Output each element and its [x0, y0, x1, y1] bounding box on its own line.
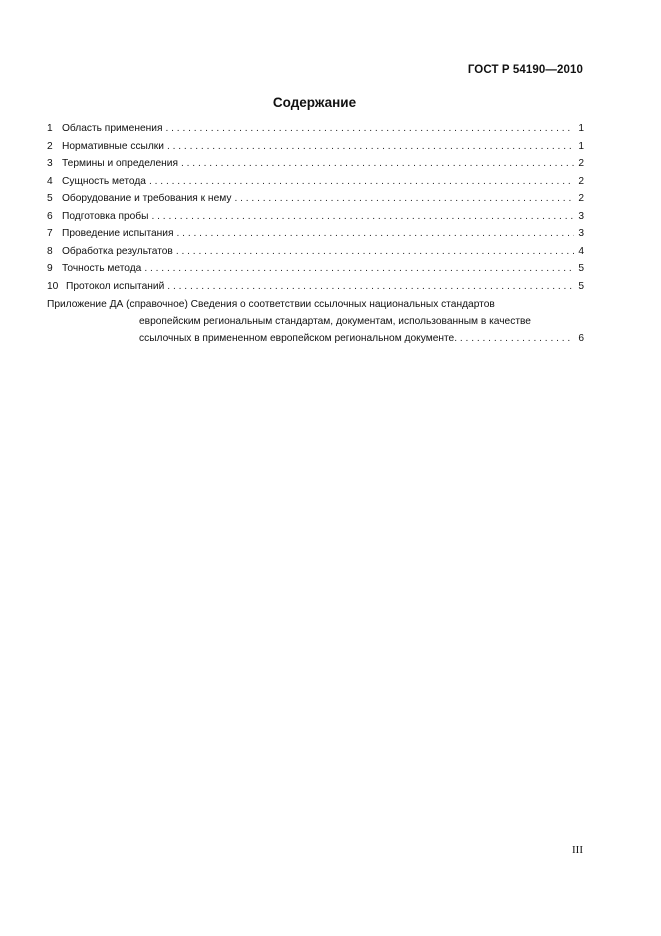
toc-entry-label: Проведение испытания — [62, 228, 174, 239]
toc-entry-page: 2 — [578, 193, 584, 204]
toc-entry-number: 2 — [47, 140, 53, 152]
document-code: ГОСТ Р 54190—2010 — [467, 64, 583, 76]
toc-entry-number: 8 — [47, 245, 53, 257]
toc-entry[interactable] — [47, 278, 584, 296]
toc-dot-leader — [181, 155, 574, 173]
toc-entry-label: Нормативные ссылки — [62, 140, 164, 152]
toc-entry-page: 5 — [578, 263, 584, 274]
appendix-title-end: ссылочных в примененном европейском региональном документе — [139, 333, 455, 344]
page-number: III — [572, 844, 583, 856]
toc-entry-number: 3 — [47, 158, 53, 169]
toc-entry[interactable] — [47, 243, 584, 261]
table-of-contents — [47, 120, 584, 295]
toc-entry-label: Термины и определения — [62, 158, 178, 169]
toc-entry-number: 7 — [47, 228, 53, 239]
toc-entry-label: Протокол испытаний — [66, 280, 165, 292]
toc-entry-label: Оборудование и требования к нему — [62, 193, 232, 204]
toc-entry-page: 4 — [578, 245, 584, 257]
toc-entry[interactable] — [47, 120, 584, 138]
toc-entry-number: 6 — [47, 210, 53, 222]
toc-dot-leader — [151, 208, 574, 226]
toc-entry-label: Подготовка пробы — [62, 210, 149, 222]
toc-entry-label: Область применения — [62, 123, 163, 134]
toc-dot-leader — [167, 138, 574, 156]
toc-entry-page: 3 — [578, 210, 584, 222]
toc-entry-number: 1 — [47, 123, 53, 134]
toc-entry-page: 2 — [578, 158, 584, 169]
toc-entry-number: 4 — [47, 175, 53, 187]
toc-dot-leader — [167, 278, 574, 296]
toc-entry-page: 1 — [578, 123, 584, 134]
toc-dot-leader — [144, 260, 574, 278]
toc-entry-label: Сущность метода — [62, 175, 146, 187]
toc-entry-label: Обработка результатов — [62, 245, 173, 257]
toc-entry[interactable] — [47, 260, 584, 278]
toc-entry-label: Точность метода — [62, 263, 142, 274]
appendix-title-continuation: европейским региональным стандартам, документам, использованным в качестве — [139, 316, 531, 327]
toc-entry-page: 1 — [578, 140, 584, 152]
toc-entry[interactable] — [47, 225, 584, 243]
toc-dot-leader — [454, 330, 574, 347]
toc-entry[interactable] — [47, 190, 584, 208]
toc-entry[interactable] — [47, 138, 584, 156]
toc-entry-number: 5 — [47, 193, 53, 204]
toc-entry[interactable] — [47, 155, 584, 173]
toc-dot-leader — [149, 173, 574, 191]
toc-entry-number: 9 — [47, 263, 53, 274]
toc-entry-page: 3 — [578, 228, 584, 239]
toc-dot-leader — [176, 243, 574, 261]
toc-entry[interactable] — [47, 173, 584, 191]
toc-entry-number: 10 — [47, 280, 59, 292]
appendix-page: 6 — [578, 333, 584, 344]
toc-dot-leader — [165, 120, 574, 138]
toc-entry-page: 2 — [578, 175, 584, 187]
toc-dot-leader — [177, 225, 575, 243]
toc-entry-page: 5 — [578, 280, 584, 292]
toc-title: Содержание — [272, 95, 357, 110]
appendix-title-line: Приложение ДА (справочное) Сведения о соответствии ссылочных национальных стандартов — [47, 299, 495, 310]
toc-entry[interactable] — [47, 208, 584, 226]
toc-appendix-entry[interactable] — [47, 296, 584, 347]
toc-dot-leader — [234, 190, 574, 208]
